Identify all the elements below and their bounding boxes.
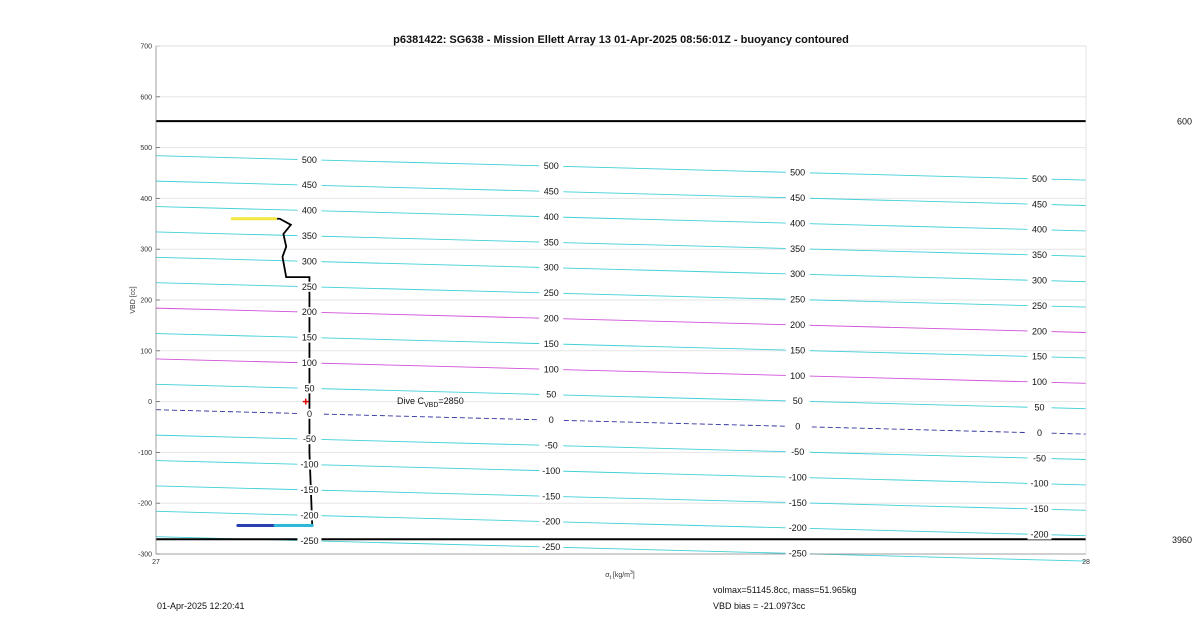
contour-label: 200	[301, 307, 317, 318]
contour-label: 400	[301, 205, 317, 216]
contour-label: 250	[543, 288, 559, 299]
contour-label: -200	[788, 523, 807, 534]
contour-label: 500	[301, 154, 317, 165]
contour-label: 450	[301, 180, 317, 191]
y-tick-label: 200	[140, 297, 152, 305]
contour-label: 450	[543, 186, 559, 197]
buoyancy-contours	[156, 156, 1086, 561]
contour-label: 350	[543, 237, 559, 248]
contour-label: 100	[301, 357, 317, 368]
y-tick-label: 500	[140, 145, 152, 153]
contour-label: 100	[1031, 377, 1048, 388]
contour-label: 300	[301, 256, 317, 267]
vbd-bias: VBD bias = -21.0973cc	[713, 601, 806, 611]
contour-label: 50	[1034, 402, 1045, 413]
contour-line	[156, 334, 1086, 358]
x-axis-label-sub: t	[609, 575, 611, 581]
contour-label: -250	[300, 535, 319, 546]
contour-line	[156, 283, 1086, 307]
contour-label: 350	[301, 230, 317, 241]
contour-line	[156, 435, 1086, 459]
contour-label: -50	[544, 440, 558, 451]
dive-c-annotation	[397, 396, 464, 409]
reference-line-label: 3960	[1171, 534, 1192, 545]
y-tick-label: -200	[137, 500, 152, 508]
x-axis-label-symbol: σ	[605, 572, 610, 579]
contour-label: 400	[543, 211, 559, 222]
contour-label: -200	[542, 516, 561, 527]
contour-line	[156, 181, 1086, 205]
dive-c-sub: VBD	[424, 402, 439, 409]
y-tick-label: 600	[140, 94, 152, 102]
contour-label: -50	[302, 434, 316, 445]
x-axis-label-units: [kg/m	[610, 572, 631, 579]
x-axis-label-close: ]	[632, 572, 635, 579]
contour-label: 450	[790, 192, 806, 203]
contour-label: 350	[1031, 250, 1048, 261]
contour-label: -50	[1032, 453, 1047, 464]
contour-label: 250	[301, 281, 317, 292]
contour-labels	[297, 155, 1051, 559]
contour-line	[156, 461, 1086, 485]
x-axis-label-sup: 3	[630, 570, 633, 576]
contour-label: 150	[301, 332, 317, 343]
contour-label: 450	[1031, 199, 1048, 210]
y-tick-label: 0	[148, 399, 152, 407]
x-axis-label	[605, 570, 635, 581]
contour-label: 400	[1031, 224, 1048, 235]
contour-label: 500	[543, 161, 559, 172]
dive-c-main: Dive C	[397, 396, 425, 406]
volmax-mass: volmax=51145.8cc, mass=51.965kg	[713, 585, 857, 595]
contour-label: 0	[795, 421, 801, 432]
grid-lines	[156, 46, 1086, 554]
contour-label: 300	[543, 262, 559, 273]
contour-label: 0	[548, 415, 554, 426]
contour-line	[156, 511, 1086, 535]
contour-label: -50	[791, 446, 805, 457]
contour-label: 150	[790, 345, 806, 356]
contour-line-highlight	[156, 359, 1086, 383]
contour-label: -100	[542, 465, 561, 476]
y-tick-label: -300	[137, 551, 152, 559]
contour-label: 300	[790, 269, 806, 280]
contour-label: -100	[788, 472, 807, 483]
y-tick-label: 700	[140, 43, 152, 51]
contour-line	[156, 232, 1086, 256]
contour-label: 200	[790, 319, 806, 330]
contour-label: -200	[300, 510, 319, 521]
dive-c-value: =2850	[438, 396, 464, 406]
contour-label: -250	[788, 548, 807, 559]
contour-label: 100	[543, 364, 559, 375]
contour-label: -100	[300, 459, 319, 470]
contour-label: -100	[1030, 478, 1049, 489]
reference-line-label: 600	[1176, 116, 1192, 127]
contour-label: 250	[1031, 300, 1048, 311]
contour-label: -150	[788, 497, 807, 508]
contour-label: 100	[790, 370, 806, 381]
contour-label: 200	[543, 313, 559, 324]
contour-label: 50	[792, 396, 803, 407]
contour-label: -150	[542, 491, 561, 502]
x-tick-label: 28	[1082, 559, 1090, 566]
contour-label: 200	[1031, 326, 1048, 337]
contour-line	[156, 156, 1086, 180]
contour-label: -250	[542, 542, 561, 553]
contour-line-highlight	[156, 308, 1086, 332]
contour-label: 500	[1031, 173, 1048, 184]
contour-line	[156, 486, 1086, 510]
contour-label: 350	[790, 243, 806, 254]
contour-label: -150	[300, 484, 319, 495]
x-tick-label: 27	[152, 559, 160, 566]
contour-label: 250	[790, 294, 806, 305]
chart-title: p6381422: SG638 - Mission Ellett Array 13 01-Apr-2025 08:56:01Z - buoyancy contoured	[393, 34, 849, 46]
contour-label: 500	[790, 167, 806, 178]
contour-label: 400	[790, 218, 806, 229]
contour-label: -200	[1030, 529, 1049, 540]
contour-line	[156, 257, 1086, 281]
contour-label: 0	[306, 408, 312, 419]
contour-label: 300	[1031, 275, 1048, 286]
contour-label: 50	[546, 389, 557, 400]
contour-line	[156, 207, 1086, 231]
contour-line-zero	[156, 410, 1086, 434]
contour-label: 150	[1031, 351, 1048, 362]
y-tick-label: -100	[137, 449, 152, 457]
contour-label: 0	[1036, 427, 1043, 438]
contour-line	[156, 537, 1086, 561]
y-tick-label: 400	[140, 195, 152, 203]
contour-line	[156, 384, 1086, 408]
y-tick-label: 100	[140, 348, 152, 356]
y-tick-label: 300	[140, 246, 152, 254]
contour-label: -150	[1030, 504, 1049, 515]
y-axis-label: VBD [cc]	[130, 286, 137, 314]
contour-label: 50	[304, 383, 315, 394]
timestamp: 01-Apr-2025 12:20:41	[157, 601, 245, 611]
contour-label: 150	[543, 338, 559, 349]
